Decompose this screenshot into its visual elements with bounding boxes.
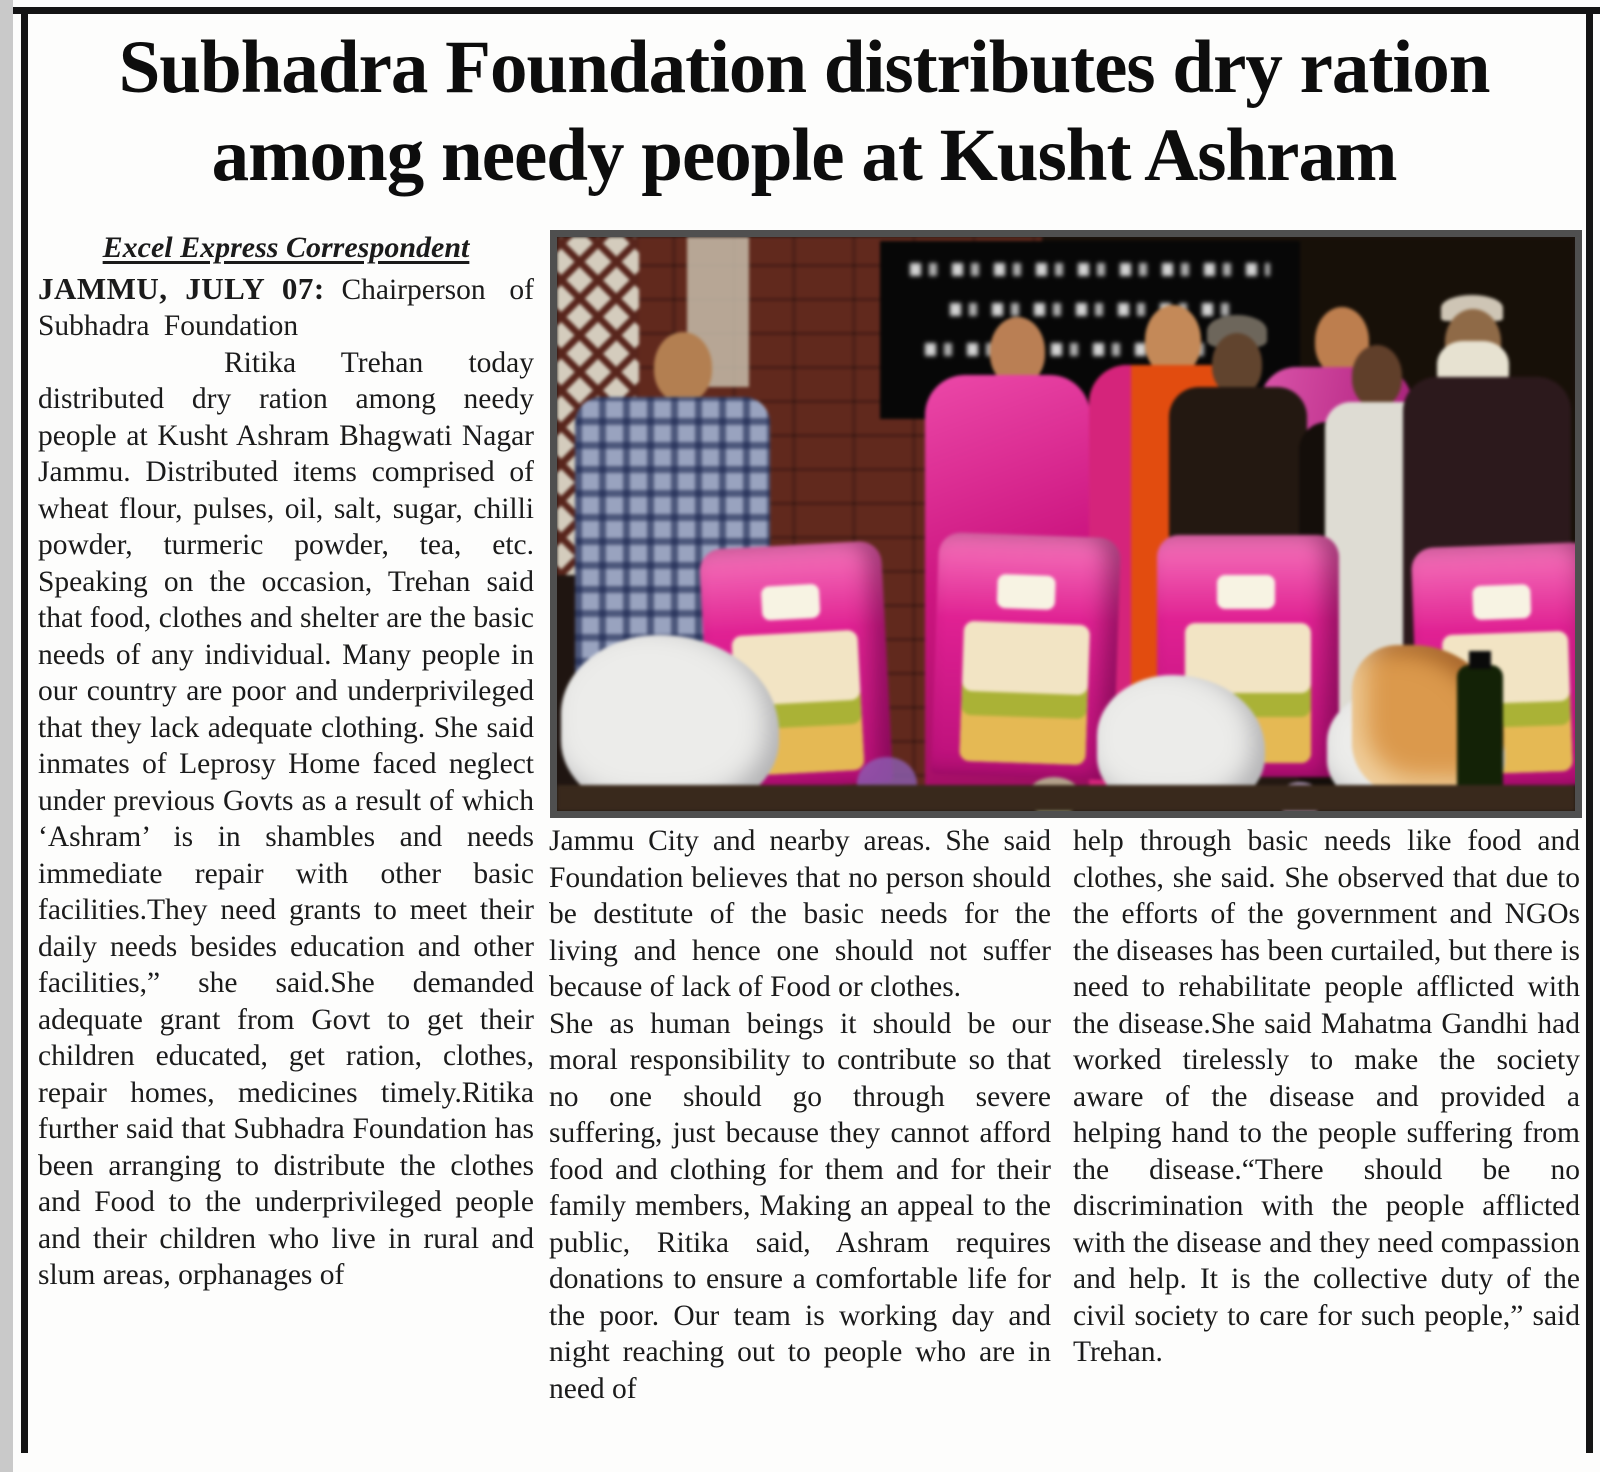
right-border-rule <box>1586 7 1593 1453</box>
dateline-location: JAMMU, JULY 07: <box>38 270 325 306</box>
body-paragraph-col2-b: She as human beings it should be our moral responsibility to contribute so that no one should go through severe suffering, just because they cannot afford food and clothing for them and for their family members, Making an appeal to the public, Ritika said, Ashram requires donations to ensure a comfortable life for the poor. Our team is working day and night reaching out to people who are in need of <box>549 1007 1051 1405</box>
headline-line-2: among needy people at Kusht Ashram <box>211 114 1397 197</box>
dateline-text: Chairperson of Subhadra Foundation <box>38 273 535 342</box>
top-border-rule <box>13 7 1600 14</box>
photo-oil-bottle-cap <box>1469 651 1491 669</box>
photo-man-plaid-head <box>654 332 712 402</box>
headline-line-1: Subhadra Foundation distributes dry ration <box>118 26 1490 109</box>
photo-ration-bag-logo <box>997 574 1056 610</box>
body-paragraph-col1: Ritika Trehan today distributed dry ration among needy people at Kusht Ashram Bhagwati Nagar Jammu. Distributed items comprised of wheat flour, pulses, oil, salt, sugar, chilli powder, turmeric powder, tea, etc. Speaking on the occasion, Trehan said that food, clothes and shelter are the basic needs of any individual. Many people in our country are poor and underprivileged that they lack adequate clothing. She said inmates of Leprosy Home faced neglect under previous Govts as a result of which ‘Ashram’ is in shambles and needs immediate repair with other basic facilities.They need grants to meet their daily needs besides education and other facilities,” she said.She demanded adequate grant from Govt to get their children educated, get ration, clothes, repair homes, medicines timely.Ritika further said that Subhadra Foundation has been arranging to distribute the clothes and Food to the underprivileged people and their children who live in rural and slum areas, orphanages of <box>38 346 534 1291</box>
scan-edge-strip <box>0 0 13 1472</box>
photo-ration-bag-logo <box>761 584 821 621</box>
left-border-rule <box>21 7 28 1453</box>
photo-table-edge <box>557 785 1575 811</box>
news-photo <box>550 230 1582 818</box>
photo-ration-bag-logo <box>1472 584 1531 620</box>
photo-man-vest-head <box>1352 345 1402 407</box>
photo-banner-text-line <box>910 263 1270 276</box>
column-1 <box>38 230 534 1294</box>
photo-banner-text-line <box>925 343 1255 356</box>
body-paragraph-col3: help through basic needs like food and clothes, she said. She observed that due to the efforts of the government and NGOs the diseases has been curtailed, but there is need to rehabilitate people afflicted with the disease.She said Mahatma Gandhi had worked tirelessly to make the society aware of the disease and provided a helping hand to the people suffering from the disease.“There should be no discrimination with the people afflicted with the disease and they need compassion and help. It is the collective duty of the civil society to care for such people,” said Trehan. <box>1073 825 1580 1368</box>
photo-ration-bag <box>931 532 1121 780</box>
photo-scene <box>557 237 1575 811</box>
photo-ration-bag-label <box>959 621 1090 765</box>
dateline-paragraph <box>38 271 534 345</box>
photo-ration-bag-logo <box>1217 575 1275 609</box>
column-3 <box>1073 823 1580 1371</box>
column-2 <box>549 823 1051 1407</box>
body-paragraph-col2-a: Jammu City and nearby areas. She said Foundation believes that no person should be destitute of the basic needs for the living and hence one should not suffer because of lack of Food or clothes. <box>549 825 1051 1003</box>
headline <box>34 24 1574 200</box>
byline: Excel Express Correspondent <box>102 231 470 264</box>
photo-man-dark-head <box>1212 333 1262 395</box>
